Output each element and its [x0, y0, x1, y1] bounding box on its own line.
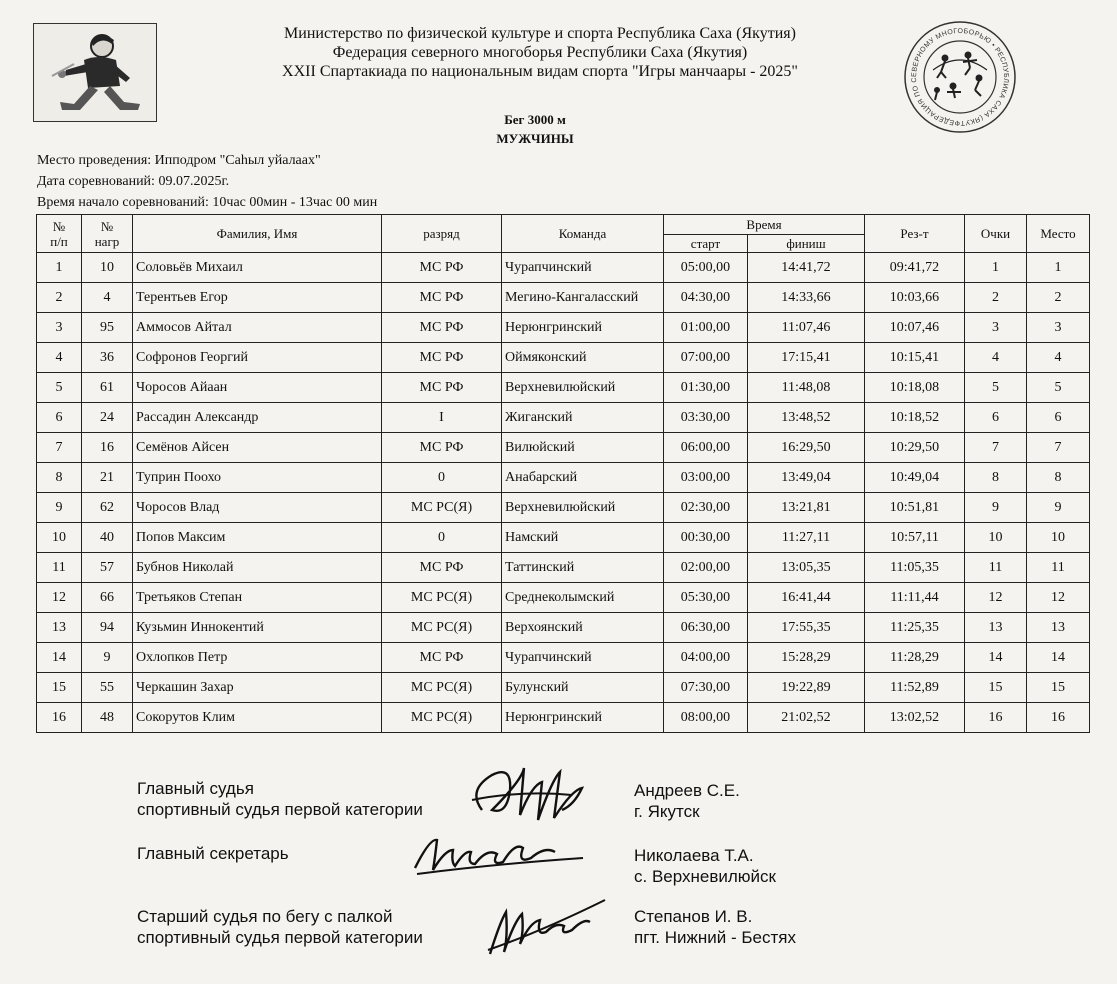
cell-rank: 0: [382, 523, 502, 553]
cell-bib: 36: [82, 343, 133, 373]
cell-rank: МС РФ: [382, 253, 502, 283]
cell-rank: МС РФ: [382, 433, 502, 463]
date-text: Дата соревнований: 09.07.2025г.: [37, 174, 230, 189]
col-name-header: Фамилия, Имя: [133, 215, 382, 253]
secretary-name-block: [634, 845, 776, 887]
senior-judge-category: спортивный судья первой категории: [137, 928, 423, 947]
cell-num: 9: [37, 493, 82, 523]
table-row: [37, 283, 1090, 313]
event-title: Бег 3000 м: [504, 112, 566, 127]
cell-start: 02:00,00: [664, 553, 748, 583]
cell-place: 14: [1027, 643, 1090, 673]
svg-text:ФЕДЕРАЦИЯ ПО СЕВЕРНОМУ МНОГОБО: ФЕДЕРАЦИЯ ПО СЕВЕРНОМУ МНОГОБОРЬЮ • РЕСПУБЛИКА САХА (ЯКУТ: [910, 27, 1010, 127]
cell-start: 06:30,00: [664, 613, 748, 643]
secretary-title: Главный секретарь: [137, 844, 289, 863]
cell-start: 01:30,00: [664, 373, 748, 403]
cell-rank: МС РФ: [382, 313, 502, 343]
cell-result: 10:18,52: [865, 403, 965, 433]
cell-points: 10: [965, 523, 1027, 553]
cell-num: 3: [37, 313, 82, 343]
cell-team: Жиганский: [502, 403, 664, 433]
cell-bib: 40: [82, 523, 133, 553]
cell-place: 6: [1027, 403, 1090, 433]
cell-name: Семёнов Айсен: [133, 433, 382, 463]
cell-finish: 16:29,50: [748, 433, 865, 463]
cell-rank: МС РС(Я): [382, 613, 502, 643]
cell-place: 7: [1027, 433, 1090, 463]
cell-name: Чоросов Влад: [133, 493, 382, 523]
cell-start: 05:30,00: [664, 583, 748, 613]
cell-bib: 66: [82, 583, 133, 613]
table-row: [37, 253, 1090, 283]
cell-start: 02:30,00: [664, 493, 748, 523]
ministry-line: Министерство по физической культуре и спорта Республика Саха (Якутия): [284, 25, 796, 42]
senior-judge-block: [137, 906, 423, 948]
cell-bib: 94: [82, 613, 133, 643]
start-time-text: Время начало соревнований: 10час 00мин - 13час 00 мин: [37, 195, 378, 210]
table-row: [37, 703, 1090, 733]
table-row: [37, 553, 1090, 583]
cell-finish: 17:15,41: [748, 343, 865, 373]
cell-points: 16: [965, 703, 1027, 733]
cell-finish: 13:48,52: [748, 403, 865, 433]
federation-line: Федерация северного многоборья Республики Саха (Якутия): [332, 44, 748, 61]
cell-points: 14: [965, 643, 1027, 673]
cell-rank: 0: [382, 463, 502, 493]
cell-place: 4: [1027, 343, 1090, 373]
cell-result: 10:57,11: [865, 523, 965, 553]
cell-start: 05:00,00: [664, 253, 748, 283]
cell-points: 9: [965, 493, 1027, 523]
table-row: [37, 613, 1090, 643]
cell-bib: 48: [82, 703, 133, 733]
col-team-header: Команда: [502, 215, 664, 253]
cell-finish: 21:02,52: [748, 703, 865, 733]
event-category: МУЖЧИНЫ: [496, 131, 574, 146]
secretary-block: [137, 843, 289, 864]
cell-finish: 19:22,89: [748, 673, 865, 703]
table-row: [37, 343, 1090, 373]
cell-result: 11:11,44: [865, 583, 965, 613]
cell-place: 5: [1027, 373, 1090, 403]
senior-judge-name-block: [634, 906, 796, 948]
cell-team: Нерюнгринский: [502, 703, 664, 733]
cell-num: 10: [37, 523, 82, 553]
cell-name: Рассадин Александр: [133, 403, 382, 433]
cell-num: 14: [37, 643, 82, 673]
cell-result: 11:05,35: [865, 553, 965, 583]
cell-place: 11: [1027, 553, 1090, 583]
col-rank-header: разряд: [382, 215, 502, 253]
cell-place: 2: [1027, 283, 1090, 313]
cell-name: Кузьмин Иннокентий: [133, 613, 382, 643]
cell-finish: 15:28,29: [748, 643, 865, 673]
cell-num: 11: [37, 553, 82, 583]
cell-num: 13: [37, 613, 82, 643]
cell-rank: МС РФ: [382, 343, 502, 373]
cell-rank: МС РФ: [382, 553, 502, 583]
chief-judge-title: Главный судья: [137, 779, 254, 798]
cell-result: 10:07,46: [865, 313, 965, 343]
games-logo: [33, 23, 157, 122]
cell-points: 4: [965, 343, 1027, 373]
cell-num: 16: [37, 703, 82, 733]
cell-finish: 13:49,04: [748, 463, 865, 493]
cell-num: 2: [37, 283, 82, 313]
cell-bib: 95: [82, 313, 133, 343]
table-row: [37, 673, 1090, 703]
cell-team: Оймяконский: [502, 343, 664, 373]
cell-rank: МС РС(Я): [382, 493, 502, 523]
table-row: [37, 493, 1090, 523]
col-num-header: № п/п: [37, 215, 82, 253]
cell-start: 01:00,00: [664, 313, 748, 343]
games-line: XXII Спартакиада по национальным видам спорта "Игры манчаары - 2025": [282, 63, 798, 80]
cell-num: 6: [37, 403, 82, 433]
cell-name: Попов Максим: [133, 523, 382, 553]
cell-points: 15: [965, 673, 1027, 703]
cell-team: Чурапчинский: [502, 253, 664, 283]
cell-name: Охлопков Петр: [133, 643, 382, 673]
cell-result: 10:49,04: [865, 463, 965, 493]
cell-place: 12: [1027, 583, 1090, 613]
cell-bib: 57: [82, 553, 133, 583]
results-body: [37, 253, 1090, 733]
cell-start: 08:00,00: [664, 703, 748, 733]
cell-place: 10: [1027, 523, 1090, 553]
table-row: [37, 403, 1090, 433]
cell-name: Сокорутов Клим: [133, 703, 382, 733]
cell-place: 16: [1027, 703, 1090, 733]
cell-start: 03:00,00: [664, 463, 748, 493]
cell-num: 4: [37, 343, 82, 373]
senior-judge-title: Старший судья по бегу с палкой: [137, 907, 393, 926]
cell-name: Черкашин Захар: [133, 673, 382, 703]
cell-result: 13:02,52: [865, 703, 965, 733]
cell-result: 11:52,89: [865, 673, 965, 703]
cell-bib: 16: [82, 433, 133, 463]
secretary-city: с. Верхневилюйск: [634, 867, 776, 886]
cell-finish: 14:41,72: [748, 253, 865, 283]
table-header-row: [37, 215, 1090, 235]
cell-points: 5: [965, 373, 1027, 403]
cell-place: 15: [1027, 673, 1090, 703]
cell-points: 6: [965, 403, 1027, 433]
cell-result: 09:41,72: [865, 253, 965, 283]
col-result-header: Рез-т: [865, 215, 965, 253]
cell-num: 12: [37, 583, 82, 613]
federation-seal: [893, 20, 1028, 135]
cell-bib: 62: [82, 493, 133, 523]
col-finish-header: финиш: [748, 235, 865, 253]
cell-finish: 11:48,08: [748, 373, 865, 403]
cell-start: 06:00,00: [664, 433, 748, 463]
cell-points: 11: [965, 553, 1027, 583]
cell-points: 1: [965, 253, 1027, 283]
cell-points: 2: [965, 283, 1027, 313]
secretary-name: Николаева Т.А.: [634, 846, 754, 865]
chief-judge-city: г. Якутск: [634, 802, 700, 821]
cell-team: Анабарский: [502, 463, 664, 493]
cell-team: Верхоянский: [502, 613, 664, 643]
cell-team: Булунский: [502, 673, 664, 703]
cell-start: 00:30,00: [664, 523, 748, 553]
cell-start: 03:30,00: [664, 403, 748, 433]
table-row: [37, 373, 1090, 403]
cell-finish: 17:55,35: [748, 613, 865, 643]
cell-result: 11:28,29: [865, 643, 965, 673]
cell-name: Соловьёв Михаил: [133, 253, 382, 283]
cell-team: Чурапчинский: [502, 643, 664, 673]
cell-num: 5: [37, 373, 82, 403]
chief-judge-category: спортивный судья первой категории: [137, 800, 423, 819]
cell-points: 13: [965, 613, 1027, 643]
cell-points: 8: [965, 463, 1027, 493]
cell-bib: 55: [82, 673, 133, 703]
cell-start: 07:30,00: [664, 673, 748, 703]
cell-place: 1: [1027, 253, 1090, 283]
cell-result: 10:51,81: [865, 493, 965, 523]
table-row: [37, 643, 1090, 673]
cell-finish: 13:05,35: [748, 553, 865, 583]
cell-team: Верхневилюйский: [502, 373, 664, 403]
cell-rank: МС РФ: [382, 283, 502, 313]
table-row: [37, 463, 1090, 493]
cell-finish: 16:41,44: [748, 583, 865, 613]
cell-team: Намский: [502, 523, 664, 553]
senior-judge-signature: [480, 892, 610, 967]
secretary-signature: [405, 828, 590, 886]
cell-rank: МС РС(Я): [382, 703, 502, 733]
cell-result: 10:15,41: [865, 343, 965, 373]
senior-judge-city: пгт. Нижний - Бестях: [634, 928, 796, 947]
cell-rank: МС РС(Я): [382, 673, 502, 703]
cell-bib: 24: [82, 403, 133, 433]
cell-finish: 11:07,46: [748, 313, 865, 343]
cell-team: Мегино-Кангаласский: [502, 283, 664, 313]
cell-place: 8: [1027, 463, 1090, 493]
table-row: [37, 433, 1090, 463]
table-row: [37, 523, 1090, 553]
venue-text: Место проведения: Ипподром "Саһыл уйалаах": [37, 153, 321, 168]
cell-team: Вилюйский: [502, 433, 664, 463]
cell-rank: МС РФ: [382, 373, 502, 403]
cell-name: Терентьев Егор: [133, 283, 382, 313]
chief-judge-name-block: [634, 780, 740, 822]
cell-finish: 11:27,11: [748, 523, 865, 553]
cell-team: Верхневилюйский: [502, 493, 664, 523]
table-row: [37, 313, 1090, 343]
chief-judge-name: Андреев С.Е.: [634, 781, 740, 800]
cell-place: 9: [1027, 493, 1090, 523]
table-row: [37, 583, 1090, 613]
cell-points: 7: [965, 433, 1027, 463]
cell-start: 07:00,00: [664, 343, 748, 373]
cell-rank: МС РС(Я): [382, 583, 502, 613]
cell-name: Чоросов Айаан: [133, 373, 382, 403]
cell-num: 1: [37, 253, 82, 283]
cell-bib: 21: [82, 463, 133, 493]
col-time-header: Время: [664, 215, 865, 235]
cell-num: 7: [37, 433, 82, 463]
cell-bib: 61: [82, 373, 133, 403]
cell-place: 3: [1027, 313, 1090, 343]
col-place-header: Место: [1027, 215, 1090, 253]
cell-num: 15: [37, 673, 82, 703]
cell-points: 3: [965, 313, 1027, 343]
cell-points: 12: [965, 583, 1027, 613]
cell-bib: 9: [82, 643, 133, 673]
cell-result: 11:25,35: [865, 613, 965, 643]
cell-bib: 10: [82, 253, 133, 283]
cell-bib: 4: [82, 283, 133, 313]
cell-finish: 13:21,81: [748, 493, 865, 523]
cell-result: 10:03,66: [865, 283, 965, 313]
cell-team: Среднеколымский: [502, 583, 664, 613]
results-table: [36, 214, 1090, 733]
cell-place: 13: [1027, 613, 1090, 643]
cell-rank: МС РФ: [382, 643, 502, 673]
cell-team: Нерюнгринский: [502, 313, 664, 343]
cell-num: 8: [37, 463, 82, 493]
chief-judge-block: [137, 778, 423, 820]
cell-name: Третьяков Степан: [133, 583, 382, 613]
cell-finish: 14:33,66: [748, 283, 865, 313]
col-bib-header: № нагр: [82, 215, 133, 253]
senior-judge-name: Степанов И. В.: [634, 907, 753, 926]
cell-start: 04:30,00: [664, 283, 748, 313]
cell-team: Таттинский: [502, 553, 664, 583]
col-points-header: Очки: [965, 215, 1027, 253]
event-title-block: [380, 110, 690, 148]
document-header: [170, 24, 910, 81]
cell-name: Туприн Поохо: [133, 463, 382, 493]
cell-rank: I: [382, 403, 502, 433]
col-start-header: старт: [664, 235, 748, 253]
cell-name: Бубнов Николай: [133, 553, 382, 583]
cell-start: 04:00,00: [664, 643, 748, 673]
cell-result: 10:18,08: [865, 373, 965, 403]
cell-result: 10:29,50: [865, 433, 965, 463]
cell-name: Аммосов Айтал: [133, 313, 382, 343]
cell-name: Софронов Георгий: [133, 343, 382, 373]
